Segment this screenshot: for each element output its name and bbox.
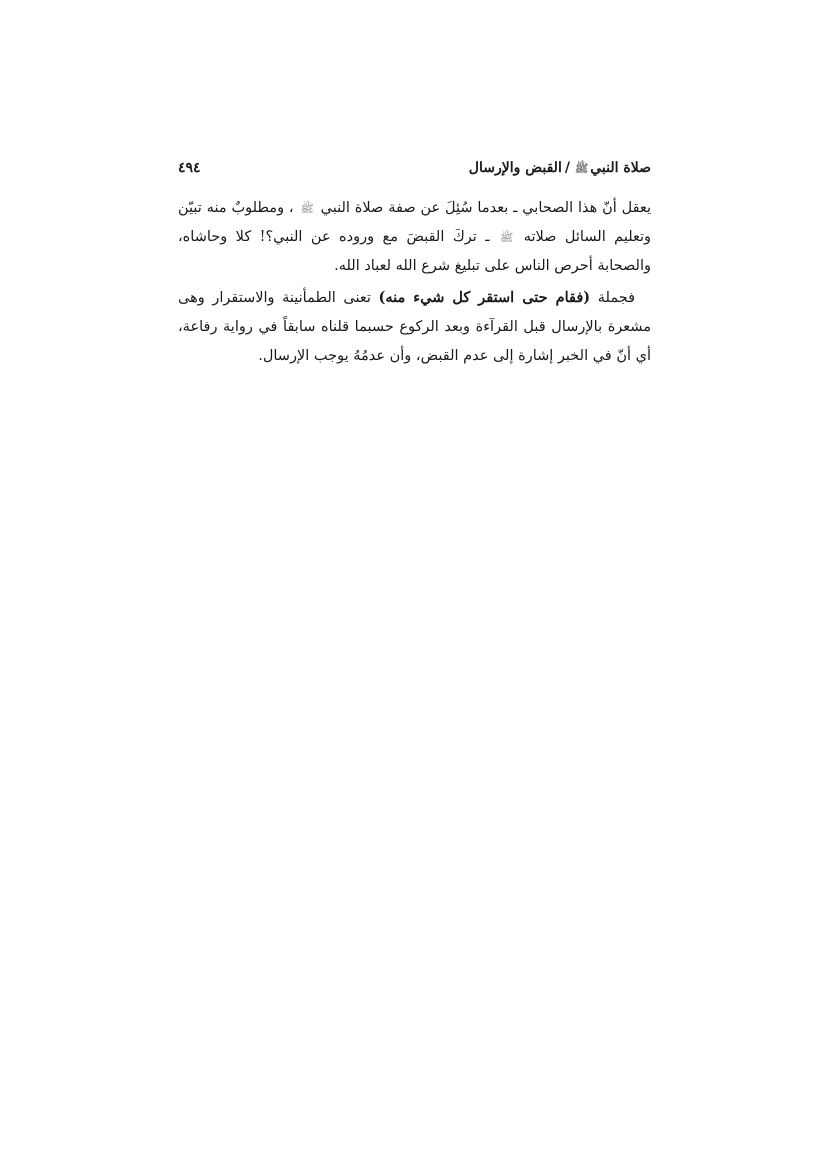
salawat-icon: ﷺ bbox=[300, 202, 314, 215]
title-part-1: صلاة النبي bbox=[590, 160, 651, 176]
page-number: ٤٩٤ bbox=[178, 160, 201, 176]
paragraph-1 bbox=[178, 194, 651, 281]
title-separator: / bbox=[564, 160, 570, 176]
salawat-icon: ﷺ bbox=[499, 231, 514, 244]
paragraph-1-text-2: ، ومطلوبٌ منه تبيّن وتعليم السائل صلاته bbox=[178, 200, 652, 245]
paragraph-2-text-1: فجملة bbox=[597, 290, 636, 306]
paragraph-2 bbox=[178, 283, 651, 371]
hadith-quote: (فقام حتى استقر كل شيء منه) bbox=[378, 289, 591, 306]
title-part-2: القبض والإرسال bbox=[468, 160, 562, 176]
paragraph-1-text-1: يعقل أنّ هذا الصحابي ـ بعدما سُئِلَ عن صفة صلاة النبي bbox=[320, 200, 652, 216]
body-text bbox=[178, 194, 651, 373]
salawat-icon: ﷺ bbox=[574, 162, 589, 175]
page-header bbox=[178, 160, 651, 184]
paragraph-1-text-3: ـ تركَ القبضَ مع وروده عن النبي؟! كلا وحاشاه، والصحابة أحرص الناس على تبليغ شرع الله لعباد الله. bbox=[178, 229, 651, 274]
running-title bbox=[469, 160, 651, 178]
paragraph-2-text-2: تعنى الطمأنينة والاستقرار وهى مشعرة بالإرسال قبل القرآءة وبعد الركوع حسبما قلناه سابقاً في رواية رفاعة، أي أنّ في الخبر إشارة إلى عدم القبض، وأن عدمُهُ يوجب الإرسال. bbox=[178, 290, 651, 364]
